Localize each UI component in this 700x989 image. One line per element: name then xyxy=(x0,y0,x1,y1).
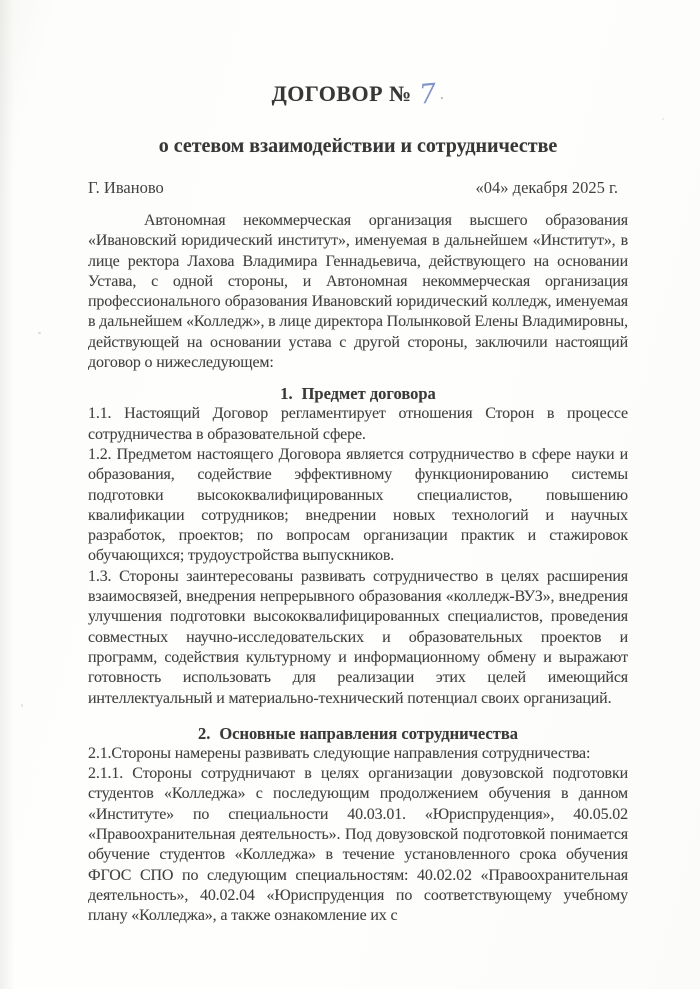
section-1-heading xyxy=(88,383,628,404)
document-subtitle: о сетевом взаимодействии и сотрудничестве xyxy=(158,135,558,157)
scan-speck xyxy=(21,704,23,707)
section-2-title: Основные направления сотрудничества xyxy=(219,723,519,743)
place-date-row xyxy=(88,178,628,198)
document-title-label: ДОГОВОР № xyxy=(271,81,412,106)
scan-speck xyxy=(662,118,664,120)
contract-place: Г. Иваново xyxy=(88,178,164,197)
handwritten-contract-number: 7 xyxy=(417,78,438,111)
clause-2-1-1: 2.1.1. Стороны сотрудничают в целях организации довузовской подготовки студентов «Колледжа» с последующим продолжением обучения в данном «Институте» по специальности 40.03.01. «Юриспруденция», 40.05.02 «Правоохранительная деятельность». Под довузовской подготовкой понимается обучение студентов «Колледжа» в течение установленного срока обучения ФГОС СПО по следующим специальностям: 40.02.02 «Правоохранительная деятельность», 40.02.04 «Юриспруденция по соответствующему учебному плану «Колледжа», а также ознакомление их с xyxy=(88,765,628,925)
clause-1-2: 1.2. Предметом настоящего Договора является сотрудничество в сфере науки и образования, содействие эффективному функционированию системы подготовки высококвалифицированных специалистов, повышению квалификации сотрудников; внедрении новых технологий и научных разработок, проектов; по вопросам организации практик и стажировок обучающихся; трудоустройства выпускников. xyxy=(88,445,628,565)
clause-1-1: 1.1. Настоящий Договор регламентирует отношения Сторон в процессе сотрудничества в образовательной сфере. xyxy=(88,405,628,443)
section-1-title: Предмет договора xyxy=(301,384,436,404)
scan-speck xyxy=(38,332,41,334)
document-title xyxy=(88,78,628,111)
preamble-paragraph: Автономная некоммерческая организация высшего образования «Ивановский юридический институт», именуемая в дальнейшем «Институт», в лице ректора Лахова Владимира Геннадьевича, действующего на основании Устава, с одной стороны, и Автономная некоммерческая организация профессионального образования Ивановский юридический колледж, именуемая в дальнейшем «Колледж», в лице директора Полынковой Елены Владимировны, действующей на основании устава с другой стороны, заключили настоящий договор о нижеследующем: xyxy=(88,212,628,372)
handwritten-period: . xyxy=(439,86,445,103)
clause-2-1: 2.1.Стороны намерены развивать следующие направления сотрудничества: xyxy=(88,744,591,762)
section-2-heading xyxy=(88,723,628,744)
section-2-number: 2. xyxy=(197,723,211,743)
clause-1-3: 1.3. Стороны заинтересованы развивать сотрудничество в целях расширения взаимосвязей, внедрения непрерывного образования «колледж-ВУЗ», внедрения улучшения подготовки высококвалифицированных специалистов, проведения совместных научно-исследовательских и образовательных проектов и программ, содействия культурному и информационному обмену и выражают готовность использовать для реализации этих целей имеющийся интеллектуальный и материально-технический потенциал своих организаций. xyxy=(88,567,628,707)
contract-date: «04» декабря 2025 г. xyxy=(475,178,618,197)
section-1-number: 1. xyxy=(280,384,293,404)
